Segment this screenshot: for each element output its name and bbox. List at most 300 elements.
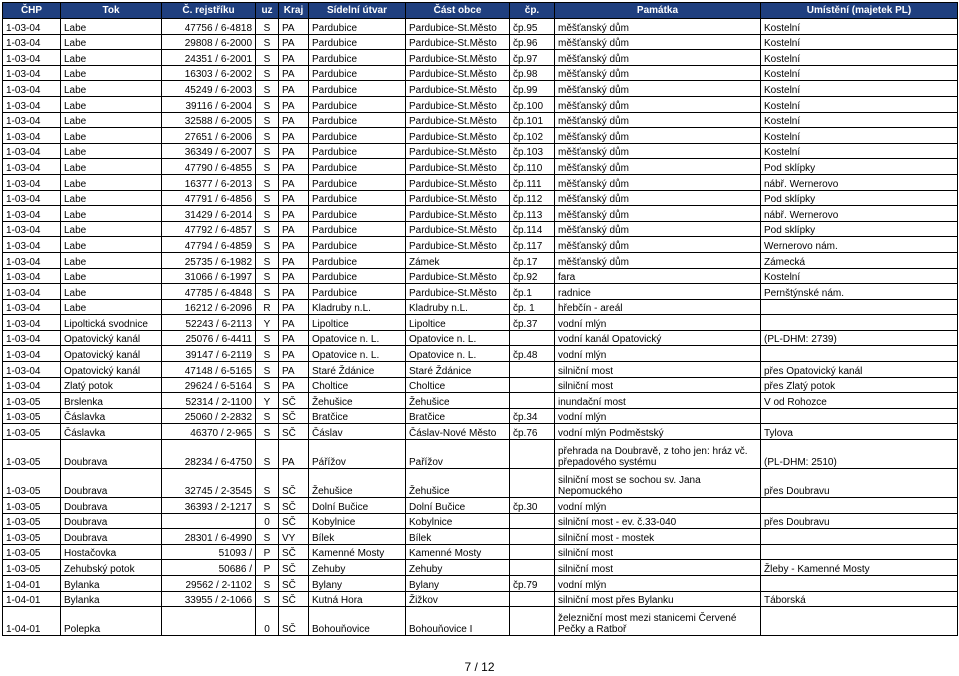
cell-chp: 1-03-05 [3, 469, 61, 498]
cell-tok: Labe [61, 299, 162, 315]
cell-umisteni: Kostelní [761, 34, 958, 50]
cell-umisteni: přes Doubravu [761, 513, 958, 529]
cell-kraj: VY [279, 529, 309, 545]
cell-uz: 0 [256, 513, 279, 529]
cell-tok: Labe [61, 50, 162, 66]
cell-cp: čp.95 [510, 19, 555, 35]
cell-rejstrik: 36393 / 2-1217 [162, 498, 256, 514]
cell-sidelni-utvar: Kamenné Mosty [309, 544, 406, 560]
cell-kraj: PA [279, 96, 309, 112]
cell-umisteni: (PL-DHM: 2510) [761, 440, 958, 469]
cell-pamatka: měšťanský dům [555, 112, 761, 128]
cell-kraj: PA [279, 159, 309, 175]
cell-tok: Opatovický kanál [61, 330, 162, 346]
cell-chp: 1-03-05 [3, 408, 61, 424]
cell-umisteni: V od Rohozce [761, 393, 958, 409]
cell-cast-obce: Pardubice-St.Město [406, 19, 510, 35]
cell-chp: 1-04-01 [3, 576, 61, 592]
cell-tok: Labe [61, 81, 162, 97]
cell-chp: 1-03-04 [3, 206, 61, 222]
cell-sidelni-utvar: Pardubice [309, 81, 406, 97]
cell-chp: 1-03-04 [3, 50, 61, 66]
cell-pamatka: vodní mlýn [555, 498, 761, 514]
cell-cast-obce: Zehuby [406, 560, 510, 576]
cell-tok: Labe [61, 128, 162, 144]
cell-kraj: SČ [279, 469, 309, 498]
cell-cp: čp.79 [510, 576, 555, 592]
cell-pamatka: přehrada na Doubravě, z toho jen: hráz vč. přepadového systému [555, 440, 761, 469]
cell-uz: S [256, 377, 279, 393]
table-row [3, 529, 958, 545]
cell-chp: 1-03-04 [3, 284, 61, 300]
cell-pamatka: měšťanský dům [555, 252, 761, 268]
cell-cast-obce: Pardubice-St.Město [406, 284, 510, 300]
table-row [3, 65, 958, 81]
table-row [3, 440, 958, 469]
cell-kraj: PA [279, 315, 309, 331]
cell-tok: Zehubský potok [61, 560, 162, 576]
cell-cast-obce: Žehušice [406, 469, 510, 498]
table-row [3, 81, 958, 97]
cell-umisteni [761, 315, 958, 331]
cell-cast-obce: Pardubice-St.Město [406, 96, 510, 112]
table-row [3, 393, 958, 409]
cell-pamatka: silniční most přes Bylanku [555, 591, 761, 607]
table-row [3, 544, 958, 560]
cell-rejstrik: 25060 / 2-2832 [162, 408, 256, 424]
cell-chp: 1-03-04 [3, 221, 61, 237]
cell-umisteni [761, 529, 958, 545]
cell-rejstrik: 52243 / 6-2113 [162, 315, 256, 331]
cell-rejstrik: 51093 / [162, 544, 256, 560]
header-kraj: Kraj [279, 3, 309, 19]
cell-kraj: PA [279, 34, 309, 50]
cell-rejstrik: 32588 / 6-2005 [162, 112, 256, 128]
cell-chp: 1-03-05 [3, 440, 61, 469]
cell-rejstrik: 47792 / 6-4857 [162, 221, 256, 237]
cell-cast-obce: Čáslav-Nové Město [406, 424, 510, 440]
table-row [3, 206, 958, 222]
cell-cast-obce: Pardubice-St.Město [406, 65, 510, 81]
cell-umisteni [761, 576, 958, 592]
cell-chp: 1-03-04 [3, 362, 61, 378]
cell-uz: S [256, 221, 279, 237]
table-row [3, 377, 958, 393]
cell-rejstrik: 16303 / 6-2002 [162, 65, 256, 81]
table-row [3, 128, 958, 144]
cell-pamatka: silniční most se sochou sv. Jana Nepomuckého [555, 469, 761, 498]
cell-chp: 1-04-01 [3, 607, 61, 636]
table-row [3, 408, 958, 424]
cell-cast-obce: Kladruby n.L. [406, 299, 510, 315]
cell-kraj: PA [279, 112, 309, 128]
cell-cp: čp.113 [510, 206, 555, 222]
cell-pamatka: vodní mlýn [555, 346, 761, 362]
table-row [3, 607, 958, 636]
cell-uz: S [256, 34, 279, 50]
cell-tok: Labe [61, 112, 162, 128]
cell-umisteni: Kostelní [761, 19, 958, 35]
cell-pamatka: měšťanský dům [555, 96, 761, 112]
header-tok: Tok [61, 3, 162, 19]
cell-rejstrik: 16377 / 6-2013 [162, 174, 256, 190]
cell-pamatka: hřebčín - areál [555, 299, 761, 315]
cell-uz: S [256, 529, 279, 545]
cell-sidelni-utvar: Pardubice [309, 65, 406, 81]
cell-umisteni: Zámecká [761, 252, 958, 268]
cell-chp: 1-03-04 [3, 96, 61, 112]
cell-kraj: PA [279, 346, 309, 362]
cell-cp: čp.76 [510, 424, 555, 440]
cell-kraj: PA [279, 268, 309, 284]
cell-rejstrik: 28234 / 6-4750 [162, 440, 256, 469]
cell-sidelni-utvar: Kutná Hora [309, 591, 406, 607]
cell-umisteni: Pernštýnské nám. [761, 284, 958, 300]
cell-pamatka: silniční most [555, 377, 761, 393]
table-row [3, 252, 958, 268]
cell-chp: 1-03-05 [3, 513, 61, 529]
cell-tok: Lipoltická svodnice [61, 315, 162, 331]
cell-tok: Polepka [61, 607, 162, 636]
cell-sidelni-utvar: Žehušice [309, 393, 406, 409]
cell-cast-obce: Žižkov [406, 591, 510, 607]
cell-sidelni-utvar: Čáslav [309, 424, 406, 440]
cell-tok: Zlatý potok [61, 377, 162, 393]
cell-sidelni-utvar: Pardubice [309, 206, 406, 222]
cell-tok: Doubrava [61, 498, 162, 514]
table-row [3, 591, 958, 607]
cell-umisteni: Pod sklípky [761, 221, 958, 237]
cell-uz: R [256, 299, 279, 315]
cell-umisteni: Kostelní [761, 50, 958, 66]
cell-pamatka: silniční most [555, 560, 761, 576]
cell-cp [510, 560, 555, 576]
cell-rejstrik: 33955 / 2-1066 [162, 591, 256, 607]
cell-kraj: PA [279, 190, 309, 206]
cell-tok: Labe [61, 284, 162, 300]
cell-pamatka: měšťanský dům [555, 221, 761, 237]
cell-sidelni-utvar: Kladruby n.L. [309, 299, 406, 315]
cell-chp: 1-03-04 [3, 346, 61, 362]
table-row [3, 576, 958, 592]
cell-umisteni: Wernerovo nám. [761, 237, 958, 253]
cell-cast-obce: Pardubice-St.Město [406, 128, 510, 144]
cell-pamatka: měšťanský dům [555, 143, 761, 159]
cell-umisteni [761, 607, 958, 636]
cell-pamatka: inundační most [555, 393, 761, 409]
cell-tok: Labe [61, 174, 162, 190]
cell-umisteni: nábř. Wernerovo [761, 206, 958, 222]
cell-umisteni: (PL-DHM: 2739) [761, 330, 958, 346]
cell-umisteni: Kostelní [761, 143, 958, 159]
cell-tok: Labe [61, 159, 162, 175]
cell-pamatka: měšťanský dům [555, 50, 761, 66]
cell-cast-obce: Pardubice-St.Město [406, 190, 510, 206]
cell-tok: Labe [61, 19, 162, 35]
cell-tok: Labe [61, 221, 162, 237]
cell-sidelni-utvar: Žehušice [309, 469, 406, 498]
cell-cp: čp.97 [510, 50, 555, 66]
cell-cp: čp.101 [510, 112, 555, 128]
cell-tok: Opatovický kanál [61, 362, 162, 378]
cell-kraj: SČ [279, 513, 309, 529]
cell-sidelni-utvar: Lipoltice [309, 315, 406, 331]
cell-rejstrik: 31429 / 6-2014 [162, 206, 256, 222]
cell-umisteni [761, 346, 958, 362]
cell-cp: čp.48 [510, 346, 555, 362]
cell-uz: S [256, 190, 279, 206]
cell-umisteni: Pod sklípky [761, 190, 958, 206]
cell-kraj: PA [279, 206, 309, 222]
table-row [3, 237, 958, 253]
cell-cp: čp.37 [510, 315, 555, 331]
cell-rejstrik: 25735 / 6-1982 [162, 252, 256, 268]
cell-cp [510, 362, 555, 378]
cell-chp: 1-03-04 [3, 112, 61, 128]
cell-umisteni: nábř. Wernerovo [761, 174, 958, 190]
cell-tok: Bylanka [61, 591, 162, 607]
cell-sidelni-utvar: Pardubice [309, 190, 406, 206]
cell-kraj: SČ [279, 498, 309, 514]
cell-uz: S [256, 408, 279, 424]
cell-umisteni: přes Opatovický kanál [761, 362, 958, 378]
cell-rejstrik: 29808 / 6-2000 [162, 34, 256, 50]
cell-cp [510, 330, 555, 346]
cell-uz: S [256, 65, 279, 81]
cell-uz: S [256, 206, 279, 222]
cell-uz: S [256, 174, 279, 190]
cell-chp: 1-04-01 [3, 591, 61, 607]
cell-uz: S [256, 424, 279, 440]
cell-cast-obce: Pardubice-St.Město [406, 81, 510, 97]
cell-sidelni-utvar: Pardubice [309, 159, 406, 175]
cell-kraj: PA [279, 174, 309, 190]
cell-sidelni-utvar: Pářížov [309, 440, 406, 469]
cell-sidelni-utvar: Pardubice [309, 19, 406, 35]
cell-chp: 1-03-05 [3, 560, 61, 576]
cell-cast-obce: Pardubice-St.Město [406, 34, 510, 50]
cell-uz: S [256, 96, 279, 112]
cell-uz: Y [256, 393, 279, 409]
cell-umisteni: Žleby - Kamenné Mosty [761, 560, 958, 576]
cell-chp: 1-03-04 [3, 159, 61, 175]
cell-cast-obce: Pardubice-St.Město [406, 143, 510, 159]
cell-rejstrik: 47785 / 6-4848 [162, 284, 256, 300]
cell-pamatka: silniční most [555, 544, 761, 560]
cell-sidelni-utvar: Opatovice n. L. [309, 330, 406, 346]
cell-tok: Labe [61, 237, 162, 253]
cell-cast-obce: Pařížov [406, 440, 510, 469]
cell-chp: 1-03-04 [3, 81, 61, 97]
cell-umisteni: Kostelní [761, 81, 958, 97]
cell-chp: 1-03-04 [3, 237, 61, 253]
cell-rejstrik: 39147 / 6-2119 [162, 346, 256, 362]
cell-tok: Doubrava [61, 529, 162, 545]
table-row [3, 190, 958, 206]
cell-kraj: SČ [279, 544, 309, 560]
cell-cast-obce: Pardubice-St.Město [406, 174, 510, 190]
cell-pamatka: měšťanský dům [555, 190, 761, 206]
cell-uz: S [256, 128, 279, 144]
cell-uz: S [256, 268, 279, 284]
cell-cast-obce: Opatovice n. L. [406, 346, 510, 362]
cell-tok: Hostačovka [61, 544, 162, 560]
cell-cp: čp.117 [510, 237, 555, 253]
cell-chp: 1-03-05 [3, 529, 61, 545]
cell-cast-obce: Pardubice-St.Město [406, 206, 510, 222]
table-row [3, 424, 958, 440]
cell-uz: S [256, 284, 279, 300]
cell-umisteni: Kostelní [761, 112, 958, 128]
cell-umisteni: Kostelní [761, 65, 958, 81]
cell-tok: Opatovický kanál [61, 346, 162, 362]
cell-rejstrik: 52314 / 2-1100 [162, 393, 256, 409]
cell-tok: Labe [61, 252, 162, 268]
cell-rejstrik: 36349 / 6-2007 [162, 143, 256, 159]
cell-rejstrik: 47790 / 6-4855 [162, 159, 256, 175]
cell-sidelni-utvar: Pardubice [309, 128, 406, 144]
cell-rejstrik: 32745 / 2-3545 [162, 469, 256, 498]
cell-tok: Čáslavka [61, 424, 162, 440]
cell-kraj: PA [279, 65, 309, 81]
cell-chp: 1-03-04 [3, 190, 61, 206]
cell-rejstrik: 27651 / 6-2006 [162, 128, 256, 144]
cell-kraj: PA [279, 252, 309, 268]
cell-rejstrik: 39116 / 6-2004 [162, 96, 256, 112]
cell-kraj: SČ [279, 560, 309, 576]
cell-pamatka: silniční most [555, 362, 761, 378]
cell-pamatka: silniční most - ev. č.33-040 [555, 513, 761, 529]
table-row [3, 315, 958, 331]
cell-kraj: SČ [279, 576, 309, 592]
cell-cp [510, 377, 555, 393]
cell-pamatka: vodní kanál Opatovický [555, 330, 761, 346]
cell-uz: S [256, 576, 279, 592]
cell-umisteni: Táborská [761, 591, 958, 607]
cell-sidelni-utvar: Dolní Bučice [309, 498, 406, 514]
header-cast-obce: Část obce [406, 3, 510, 19]
cell-cast-obce: Pardubice-St.Město [406, 221, 510, 237]
cell-kraj: SČ [279, 408, 309, 424]
cell-cp: čp.100 [510, 96, 555, 112]
cell-cast-obce: Bohouňovice I [406, 607, 510, 636]
cell-kraj: PA [279, 221, 309, 237]
table-body [3, 19, 958, 636]
cell-cast-obce: Bílek [406, 529, 510, 545]
cell-kraj: PA [279, 81, 309, 97]
cell-chp: 1-03-04 [3, 65, 61, 81]
table-row [3, 330, 958, 346]
cell-cp [510, 529, 555, 545]
cell-cast-obce: Kamenné Mosty [406, 544, 510, 560]
table-row [3, 143, 958, 159]
cell-rejstrik: 31066 / 6-1997 [162, 268, 256, 284]
cell-sidelni-utvar: Pardubice [309, 221, 406, 237]
cell-umisteni [761, 498, 958, 514]
cell-tok: Labe [61, 34, 162, 50]
cell-cp: čp.1 [510, 284, 555, 300]
cell-uz: S [256, 252, 279, 268]
cell-cp: čp. 1 [510, 299, 555, 315]
cell-umisteni [761, 299, 958, 315]
cell-sidelni-utvar: Pardubice [309, 34, 406, 50]
cell-chp: 1-03-04 [3, 143, 61, 159]
cell-cast-obce: Opatovice n. L. [406, 330, 510, 346]
cell-cp: čp.102 [510, 128, 555, 144]
cell-pamatka: měšťanský dům [555, 81, 761, 97]
cell-rejstrik: 28301 / 6-4990 [162, 529, 256, 545]
cell-uz: P [256, 560, 279, 576]
cell-kraj: SČ [279, 607, 309, 636]
cell-uz: S [256, 330, 279, 346]
cell-cp [510, 469, 555, 498]
cell-cp [510, 591, 555, 607]
table-row [3, 513, 958, 529]
cell-cp: čp.114 [510, 221, 555, 237]
cell-tok: Labe [61, 206, 162, 222]
cell-sidelni-utvar: Bratčice [309, 408, 406, 424]
table-row [3, 560, 958, 576]
cell-uz: P [256, 544, 279, 560]
cell-sidelni-utvar: Pardubice [309, 96, 406, 112]
cell-cast-obce: Pardubice-St.Město [406, 50, 510, 66]
cell-pamatka: fara [555, 268, 761, 284]
cell-kraj: PA [279, 50, 309, 66]
cell-sidelni-utvar: Zehuby [309, 560, 406, 576]
cell-rejstrik [162, 607, 256, 636]
cell-sidelni-utvar: Pardubice [309, 112, 406, 128]
cell-cast-obce: Staré Ždánice [406, 362, 510, 378]
cell-cast-obce: Dolní Bučice [406, 498, 510, 514]
cell-tok: Labe [61, 268, 162, 284]
cell-sidelni-utvar: Pardubice [309, 237, 406, 253]
header-rejstrik: Č. rejstříku [162, 3, 256, 19]
cell-sidelni-utvar: Pardubice [309, 50, 406, 66]
cell-pamatka: železniční most mezi stanicemi Červené Pečky a Ratboř [555, 607, 761, 636]
cell-uz: S [256, 346, 279, 362]
cell-umisteni: přes Doubravu [761, 469, 958, 498]
cell-uz: S [256, 237, 279, 253]
table-row [3, 34, 958, 50]
cell-chp: 1-03-04 [3, 19, 61, 35]
header-cp: čp. [510, 3, 555, 19]
cell-cast-obce: Lipoltice [406, 315, 510, 331]
cell-kraj: PA [279, 19, 309, 35]
cell-chp: 1-03-04 [3, 299, 61, 315]
table-row [3, 268, 958, 284]
cell-tok: Labe [61, 190, 162, 206]
cell-rejstrik: 47791 / 6-4856 [162, 190, 256, 206]
header-row [3, 3, 958, 19]
cell-kraj: PA [279, 299, 309, 315]
cell-tok: Doubrava [61, 469, 162, 498]
cell-uz: S [256, 362, 279, 378]
cell-cp [510, 393, 555, 409]
table-row [3, 159, 958, 175]
cell-rejstrik: 25076 / 6-4411 [162, 330, 256, 346]
cell-umisteni [761, 408, 958, 424]
cell-kraj: PA [279, 128, 309, 144]
cell-pamatka: silniční most - mostek [555, 529, 761, 545]
cell-cp [510, 440, 555, 469]
cell-sidelni-utvar: Bílek [309, 529, 406, 545]
page-number: 7 / 12 [464, 660, 495, 674]
cell-umisteni: Pod sklípky [761, 159, 958, 175]
cell-cp: čp.92 [510, 268, 555, 284]
cell-uz: Y [256, 315, 279, 331]
cell-cast-obce: Bratčice [406, 408, 510, 424]
cell-sidelni-utvar: Opatovice n. L. [309, 346, 406, 362]
